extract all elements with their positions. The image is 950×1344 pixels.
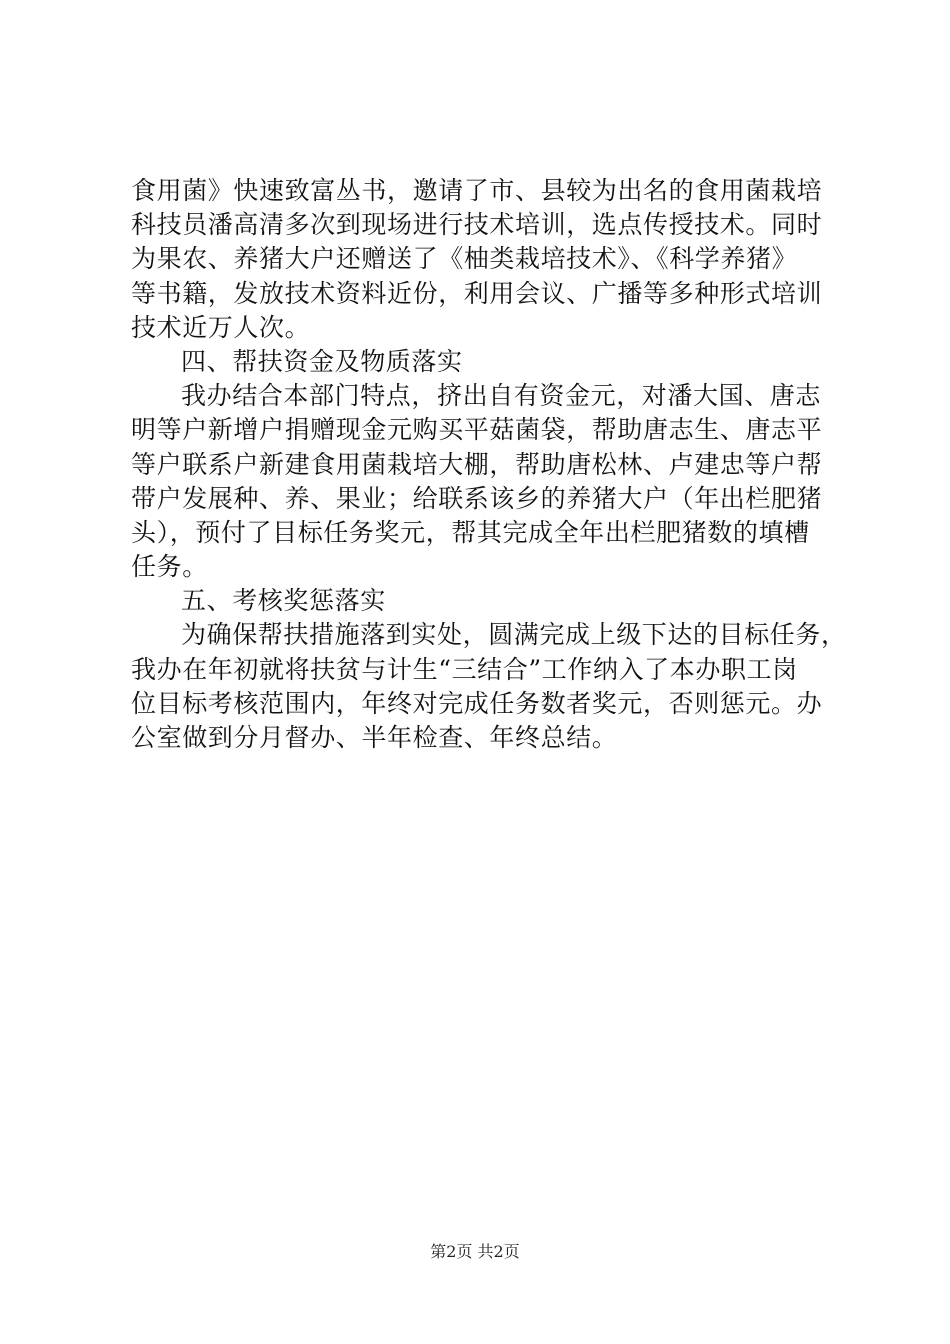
body-line: 位目标考核范围内，年终对完成任务数者奖元，否则惩元。办 bbox=[131, 688, 823, 718]
body-line: 头），预付了目标任务奖元，帮其完成全年出栏肥猪数的填槽 bbox=[131, 517, 810, 547]
body-line: 任务。 bbox=[131, 552, 208, 582]
body-line: 食用菌》快速致富丛书，邀请了市、县较为出名的食用菌栽培 bbox=[131, 176, 823, 205]
body-line: 明等户新增户捐赠现金元购买平菇菌袋，帮助唐志生、唐志平 bbox=[131, 415, 823, 445]
body-line: 我办结合本部门特点，挤出自有资金元，对潘大国、唐志 bbox=[181, 381, 822, 411]
page-number: 第2页 共2页 bbox=[430, 1242, 520, 1261]
body-line: 等户联系户新建食用菌栽培大棚，帮助唐松林、卢建忠等户帮 bbox=[131, 449, 823, 479]
body-line: 技术近万人次。 bbox=[131, 312, 311, 342]
section-heading-4: 四、帮扶资金及物质落实 bbox=[181, 346, 463, 376]
section-heading-5: 五、考核奖惩落实 bbox=[181, 586, 386, 616]
body-line: 带户发展种、养、果业；给联系该乡的养猪大户（年出栏肥猪 bbox=[131, 483, 823, 513]
document-body bbox=[131, 174, 847, 755]
body-line: 为果农、养猪大户还赠送了《柚类栽培技术》、《科学养猪》 bbox=[131, 244, 798, 274]
page-footer bbox=[0, 1241, 950, 1263]
body-line: 科技员潘高清多次到现场进行技术培训，选点传授技术。同时 bbox=[131, 210, 823, 240]
body-line: 等书籍，发放技术资料近份，利用会议、广播等多种形式培训 bbox=[131, 278, 823, 308]
body-line: 公室做到分月督办、半年检查、年终总结。 bbox=[131, 723, 618, 752]
body-line: 为确保帮扶措施落到实处，圆满完成上级下达的目标任务， bbox=[181, 620, 847, 650]
body-line: 我办在年初就将扶贫与计生“三结合”工作纳入了本办职工岗 bbox=[131, 654, 798, 684]
